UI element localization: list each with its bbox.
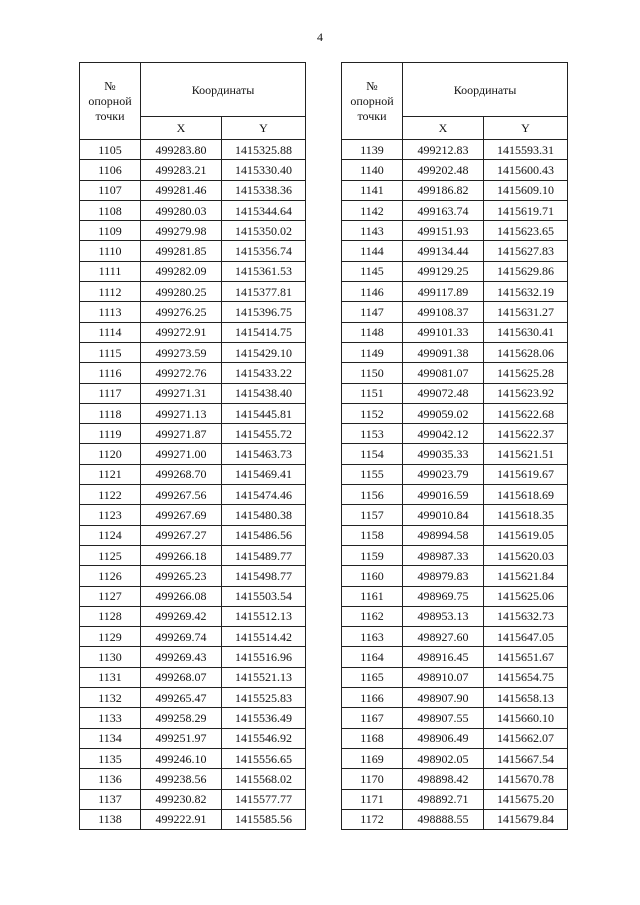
y-cell: 1415667.54 bbox=[484, 748, 568, 768]
x-cell: 499267.69 bbox=[141, 505, 222, 525]
table-row bbox=[80, 789, 306, 809]
y-cell: 1415525.83 bbox=[222, 688, 306, 708]
table-row bbox=[342, 383, 568, 403]
header-point-number-label: № опорной точки bbox=[88, 78, 132, 123]
point-number-cell: 1125 bbox=[80, 545, 141, 565]
y-cell: 1415600.43 bbox=[484, 160, 568, 180]
table-row bbox=[342, 322, 568, 342]
y-cell: 1415627.83 bbox=[484, 241, 568, 261]
page-number: 4 bbox=[317, 30, 323, 44]
table-row bbox=[80, 708, 306, 728]
x-cell: 498994.58 bbox=[403, 525, 484, 545]
table-row bbox=[80, 403, 306, 423]
x-cell: 499042.12 bbox=[403, 424, 484, 444]
x-cell: 498907.90 bbox=[403, 688, 484, 708]
point-number-cell: 1168 bbox=[342, 728, 403, 748]
x-cell: 499186.82 bbox=[403, 180, 484, 200]
y-cell: 1415651.67 bbox=[484, 647, 568, 667]
y-cell: 1415325.88 bbox=[222, 140, 306, 160]
table-row bbox=[342, 769, 568, 789]
x-cell: 499281.46 bbox=[141, 180, 222, 200]
header-point-number-label: № опорной точки bbox=[350, 78, 394, 123]
y-cell: 1415546.92 bbox=[222, 728, 306, 748]
point-number-cell: 1135 bbox=[80, 748, 141, 768]
y-cell: 1415630.41 bbox=[484, 322, 568, 342]
point-number-cell: 1147 bbox=[342, 302, 403, 322]
x-cell: 499151.93 bbox=[403, 221, 484, 241]
table-row bbox=[342, 160, 568, 180]
x-cell: 499059.02 bbox=[403, 403, 484, 423]
table-row bbox=[80, 241, 306, 261]
table-row bbox=[342, 728, 568, 748]
y-cell: 1415414.75 bbox=[222, 322, 306, 342]
table-row bbox=[342, 667, 568, 687]
y-cell: 1415585.56 bbox=[222, 809, 306, 829]
coordinates-table-left bbox=[79, 62, 306, 830]
y-cell: 1415632.19 bbox=[484, 282, 568, 302]
point-number-cell: 1114 bbox=[80, 322, 141, 342]
x-cell: 498979.83 bbox=[403, 566, 484, 586]
y-cell: 1415521.13 bbox=[222, 667, 306, 687]
y-cell: 1415577.77 bbox=[222, 789, 306, 809]
point-number-cell: 1145 bbox=[342, 261, 403, 281]
point-number-cell: 1144 bbox=[342, 241, 403, 261]
y-cell: 1415619.05 bbox=[484, 525, 568, 545]
x-cell: 499283.21 bbox=[141, 160, 222, 180]
header-y: Y bbox=[222, 117, 306, 140]
x-cell: 498906.49 bbox=[403, 728, 484, 748]
point-number-cell: 1160 bbox=[342, 566, 403, 586]
x-cell: 499108.37 bbox=[403, 302, 484, 322]
table-row bbox=[80, 200, 306, 220]
x-cell: 499202.48 bbox=[403, 160, 484, 180]
point-number-cell: 1156 bbox=[342, 485, 403, 505]
table-row bbox=[342, 485, 568, 505]
point-number-cell: 1132 bbox=[80, 688, 141, 708]
coordinates-table-right bbox=[341, 62, 568, 830]
header-x: X bbox=[141, 117, 222, 140]
y-cell: 1415330.40 bbox=[222, 160, 306, 180]
y-cell: 1415679.84 bbox=[484, 809, 568, 829]
table-body-right bbox=[342, 140, 568, 830]
x-cell: 499271.31 bbox=[141, 383, 222, 403]
x-cell: 499230.82 bbox=[141, 789, 222, 809]
point-number-cell: 1172 bbox=[342, 809, 403, 829]
y-cell: 1415647.05 bbox=[484, 627, 568, 647]
point-number-cell: 1159 bbox=[342, 545, 403, 565]
table-row bbox=[342, 180, 568, 200]
table-row bbox=[80, 383, 306, 403]
table-row bbox=[342, 688, 568, 708]
y-cell: 1415670.78 bbox=[484, 769, 568, 789]
y-cell: 1415618.69 bbox=[484, 485, 568, 505]
table-row bbox=[342, 221, 568, 241]
point-number-cell: 1115 bbox=[80, 342, 141, 362]
x-cell: 499246.10 bbox=[141, 748, 222, 768]
y-cell: 1415438.40 bbox=[222, 383, 306, 403]
x-cell: 499282.09 bbox=[141, 261, 222, 281]
table-row bbox=[80, 464, 306, 484]
point-number-cell: 1153 bbox=[342, 424, 403, 444]
point-number-cell: 1112 bbox=[80, 282, 141, 302]
point-number-cell: 1113 bbox=[80, 302, 141, 322]
x-cell: 499269.43 bbox=[141, 647, 222, 667]
table-row bbox=[80, 606, 306, 626]
point-number-cell: 1138 bbox=[80, 809, 141, 829]
x-cell: 499023.79 bbox=[403, 464, 484, 484]
table-row bbox=[342, 302, 568, 322]
x-cell: 499091.38 bbox=[403, 342, 484, 362]
point-number-cell: 1157 bbox=[342, 505, 403, 525]
x-cell: 498892.71 bbox=[403, 789, 484, 809]
point-number-cell: 1166 bbox=[342, 688, 403, 708]
table-row bbox=[342, 241, 568, 261]
table-row bbox=[342, 708, 568, 728]
point-number-cell: 1129 bbox=[80, 627, 141, 647]
point-number-cell: 1109 bbox=[80, 221, 141, 241]
y-cell: 1415619.71 bbox=[484, 200, 568, 220]
x-cell: 499101.33 bbox=[403, 322, 484, 342]
x-cell: 498953.13 bbox=[403, 606, 484, 626]
table-row bbox=[80, 221, 306, 241]
x-cell: 499117.89 bbox=[403, 282, 484, 302]
x-cell: 499267.27 bbox=[141, 525, 222, 545]
x-cell: 499222.91 bbox=[141, 809, 222, 829]
x-cell: 498969.75 bbox=[403, 586, 484, 606]
point-number-cell: 1161 bbox=[342, 586, 403, 606]
y-cell: 1415338.36 bbox=[222, 180, 306, 200]
x-cell: 498902.05 bbox=[403, 748, 484, 768]
table-row bbox=[80, 322, 306, 342]
x-cell: 499268.07 bbox=[141, 667, 222, 687]
table-row bbox=[342, 525, 568, 545]
y-cell: 1415622.68 bbox=[484, 403, 568, 423]
y-cell: 1415503.54 bbox=[222, 586, 306, 606]
table-row bbox=[342, 342, 568, 362]
point-number-cell: 1128 bbox=[80, 606, 141, 626]
y-cell: 1415619.67 bbox=[484, 464, 568, 484]
x-cell: 499251.97 bbox=[141, 728, 222, 748]
point-number-cell: 1141 bbox=[342, 180, 403, 200]
x-cell: 499267.56 bbox=[141, 485, 222, 505]
point-number-cell: 1165 bbox=[342, 667, 403, 687]
point-number-cell: 1117 bbox=[80, 383, 141, 403]
table-row bbox=[342, 140, 568, 160]
x-cell: 499134.44 bbox=[403, 241, 484, 261]
y-cell: 1415350.02 bbox=[222, 221, 306, 241]
table-row bbox=[80, 261, 306, 281]
table-row bbox=[80, 647, 306, 667]
x-cell: 498907.55 bbox=[403, 708, 484, 728]
point-number-cell: 1169 bbox=[342, 748, 403, 768]
y-cell: 1415622.37 bbox=[484, 424, 568, 444]
y-cell: 1415463.73 bbox=[222, 444, 306, 464]
y-cell: 1415429.10 bbox=[222, 342, 306, 362]
x-cell: 498916.45 bbox=[403, 647, 484, 667]
y-cell: 1415662.07 bbox=[484, 728, 568, 748]
y-cell: 1415623.92 bbox=[484, 383, 568, 403]
point-number-cell: 1120 bbox=[80, 444, 141, 464]
table-row bbox=[80, 485, 306, 505]
point-number-cell: 1167 bbox=[342, 708, 403, 728]
header-coordinates: Координаты bbox=[403, 63, 568, 117]
table-row bbox=[80, 586, 306, 606]
table-row bbox=[80, 342, 306, 362]
y-cell: 1415628.06 bbox=[484, 342, 568, 362]
x-cell: 498898.42 bbox=[403, 769, 484, 789]
table-row bbox=[342, 403, 568, 423]
header-point-number bbox=[80, 63, 141, 140]
table-row bbox=[342, 464, 568, 484]
y-cell: 1415469.41 bbox=[222, 464, 306, 484]
point-number-cell: 1170 bbox=[342, 769, 403, 789]
point-number-cell: 1108 bbox=[80, 200, 141, 220]
header-x: X bbox=[403, 117, 484, 140]
table-row bbox=[80, 180, 306, 200]
point-number-cell: 1158 bbox=[342, 525, 403, 545]
table-row bbox=[80, 748, 306, 768]
table-row bbox=[80, 282, 306, 302]
y-cell: 1415514.42 bbox=[222, 627, 306, 647]
y-cell: 1415480.38 bbox=[222, 505, 306, 525]
point-number-cell: 1107 bbox=[80, 180, 141, 200]
header-point-number bbox=[342, 63, 403, 140]
point-number-cell: 1152 bbox=[342, 403, 403, 423]
point-number-cell: 1111 bbox=[80, 261, 141, 281]
point-number-cell: 1124 bbox=[80, 525, 141, 545]
x-cell: 499281.85 bbox=[141, 241, 222, 261]
table-row bbox=[342, 627, 568, 647]
table-row bbox=[342, 505, 568, 525]
x-cell: 499016.59 bbox=[403, 485, 484, 505]
table-row bbox=[80, 809, 306, 829]
y-cell: 1415625.06 bbox=[484, 586, 568, 606]
y-cell: 1415629.86 bbox=[484, 261, 568, 281]
x-cell: 499273.59 bbox=[141, 342, 222, 362]
x-cell: 499163.74 bbox=[403, 200, 484, 220]
x-cell: 499271.00 bbox=[141, 444, 222, 464]
x-cell: 499280.25 bbox=[141, 282, 222, 302]
y-cell: 1415489.77 bbox=[222, 545, 306, 565]
x-cell: 498987.33 bbox=[403, 545, 484, 565]
point-number-cell: 1123 bbox=[80, 505, 141, 525]
y-cell: 1415660.10 bbox=[484, 708, 568, 728]
table-row bbox=[80, 525, 306, 545]
y-cell: 1415536.49 bbox=[222, 708, 306, 728]
y-cell: 1415654.75 bbox=[484, 667, 568, 687]
y-cell: 1415621.51 bbox=[484, 444, 568, 464]
point-number-cell: 1140 bbox=[342, 160, 403, 180]
x-cell: 498910.07 bbox=[403, 667, 484, 687]
y-cell: 1415632.73 bbox=[484, 606, 568, 626]
table-row bbox=[342, 363, 568, 383]
y-cell: 1415621.84 bbox=[484, 566, 568, 586]
table-row bbox=[342, 200, 568, 220]
y-cell: 1415455.72 bbox=[222, 424, 306, 444]
point-number-cell: 1130 bbox=[80, 647, 141, 667]
table-row bbox=[80, 302, 306, 322]
x-cell: 499258.29 bbox=[141, 708, 222, 728]
point-number-cell: 1137 bbox=[80, 789, 141, 809]
x-cell: 499269.74 bbox=[141, 627, 222, 647]
point-number-cell: 1106 bbox=[80, 160, 141, 180]
y-cell: 1415498.77 bbox=[222, 566, 306, 586]
point-number-cell: 1155 bbox=[342, 464, 403, 484]
point-number-cell: 1118 bbox=[80, 403, 141, 423]
x-cell: 499268.70 bbox=[141, 464, 222, 484]
point-number-cell: 1150 bbox=[342, 363, 403, 383]
x-cell: 499272.91 bbox=[141, 322, 222, 342]
x-cell: 498927.60 bbox=[403, 627, 484, 647]
x-cell: 499265.23 bbox=[141, 566, 222, 586]
table-row bbox=[80, 728, 306, 748]
y-cell: 1415658.13 bbox=[484, 688, 568, 708]
point-number-cell: 1122 bbox=[80, 485, 141, 505]
y-cell: 1415568.02 bbox=[222, 769, 306, 789]
point-number-cell: 1148 bbox=[342, 322, 403, 342]
y-cell: 1415675.20 bbox=[484, 789, 568, 809]
point-number-cell: 1110 bbox=[80, 241, 141, 261]
x-cell: 499271.13 bbox=[141, 403, 222, 423]
y-cell: 1415631.27 bbox=[484, 302, 568, 322]
table-row bbox=[80, 444, 306, 464]
y-cell: 1415620.03 bbox=[484, 545, 568, 565]
point-number-cell: 1142 bbox=[342, 200, 403, 220]
x-cell: 499271.87 bbox=[141, 424, 222, 444]
table-row bbox=[80, 363, 306, 383]
table-row bbox=[342, 444, 568, 464]
point-number-cell: 1119 bbox=[80, 424, 141, 444]
point-number-cell: 1116 bbox=[80, 363, 141, 383]
point-number-cell: 1154 bbox=[342, 444, 403, 464]
point-number-cell: 1162 bbox=[342, 606, 403, 626]
point-number-cell: 1105 bbox=[80, 140, 141, 160]
x-cell: 499269.42 bbox=[141, 606, 222, 626]
point-number-cell: 1163 bbox=[342, 627, 403, 647]
point-number-cell: 1131 bbox=[80, 667, 141, 687]
point-number-cell: 1149 bbox=[342, 342, 403, 362]
table-row bbox=[342, 261, 568, 281]
point-number-cell: 1127 bbox=[80, 586, 141, 606]
x-cell: 499266.08 bbox=[141, 586, 222, 606]
point-number-cell: 1133 bbox=[80, 708, 141, 728]
table-row bbox=[80, 545, 306, 565]
x-cell: 499272.76 bbox=[141, 363, 222, 383]
y-cell: 1415377.81 bbox=[222, 282, 306, 302]
point-number-cell: 1126 bbox=[80, 566, 141, 586]
table-row bbox=[80, 160, 306, 180]
y-cell: 1415556.65 bbox=[222, 748, 306, 768]
x-cell: 499279.98 bbox=[141, 221, 222, 241]
point-number-cell: 1134 bbox=[80, 728, 141, 748]
y-cell: 1415609.10 bbox=[484, 180, 568, 200]
x-cell: 499035.33 bbox=[403, 444, 484, 464]
y-cell: 1415474.46 bbox=[222, 485, 306, 505]
y-cell: 1415433.22 bbox=[222, 363, 306, 383]
point-number-cell: 1171 bbox=[342, 789, 403, 809]
table-row bbox=[342, 789, 568, 809]
y-cell: 1415445.81 bbox=[222, 403, 306, 423]
x-cell: 499265.47 bbox=[141, 688, 222, 708]
table-row bbox=[80, 424, 306, 444]
point-number-cell: 1164 bbox=[342, 647, 403, 667]
table-row bbox=[342, 606, 568, 626]
header-coordinates: Координаты bbox=[141, 63, 306, 117]
y-cell: 1415618.35 bbox=[484, 505, 568, 525]
table-row bbox=[80, 566, 306, 586]
point-number-cell: 1146 bbox=[342, 282, 403, 302]
table-row bbox=[342, 566, 568, 586]
y-cell: 1415486.56 bbox=[222, 525, 306, 545]
table-row bbox=[342, 809, 568, 829]
y-cell: 1415625.28 bbox=[484, 363, 568, 383]
y-cell: 1415512.13 bbox=[222, 606, 306, 626]
point-number-cell: 1143 bbox=[342, 221, 403, 241]
table-row bbox=[80, 667, 306, 687]
table-row bbox=[342, 748, 568, 768]
point-number-cell: 1136 bbox=[80, 769, 141, 789]
table-row bbox=[80, 140, 306, 160]
header-y: Y bbox=[484, 117, 568, 140]
x-cell: 499280.03 bbox=[141, 200, 222, 220]
x-cell: 499081.07 bbox=[403, 363, 484, 383]
x-cell: 499283.80 bbox=[141, 140, 222, 160]
point-number-cell: 1121 bbox=[80, 464, 141, 484]
x-cell: 499238.56 bbox=[141, 769, 222, 789]
y-cell: 1415344.64 bbox=[222, 200, 306, 220]
y-cell: 1415516.96 bbox=[222, 647, 306, 667]
table-row bbox=[342, 424, 568, 444]
table-row bbox=[80, 627, 306, 647]
table-row bbox=[342, 282, 568, 302]
table-row bbox=[80, 769, 306, 789]
table-row bbox=[342, 545, 568, 565]
table-row bbox=[342, 647, 568, 667]
x-cell: 499212.83 bbox=[403, 140, 484, 160]
x-cell: 499010.84 bbox=[403, 505, 484, 525]
y-cell: 1415356.74 bbox=[222, 241, 306, 261]
y-cell: 1415593.31 bbox=[484, 140, 568, 160]
x-cell: 499072.48 bbox=[403, 383, 484, 403]
point-number-cell: 1139 bbox=[342, 140, 403, 160]
table-row bbox=[342, 586, 568, 606]
y-cell: 1415396.75 bbox=[222, 302, 306, 322]
x-cell: 498888.55 bbox=[403, 809, 484, 829]
table-row bbox=[80, 688, 306, 708]
table-row bbox=[80, 505, 306, 525]
x-cell: 499129.25 bbox=[403, 261, 484, 281]
table-body-left bbox=[80, 140, 306, 830]
point-number-cell: 1151 bbox=[342, 383, 403, 403]
y-cell: 1415623.65 bbox=[484, 221, 568, 241]
x-cell: 499266.18 bbox=[141, 545, 222, 565]
y-cell: 1415361.53 bbox=[222, 261, 306, 281]
x-cell: 499276.25 bbox=[141, 302, 222, 322]
